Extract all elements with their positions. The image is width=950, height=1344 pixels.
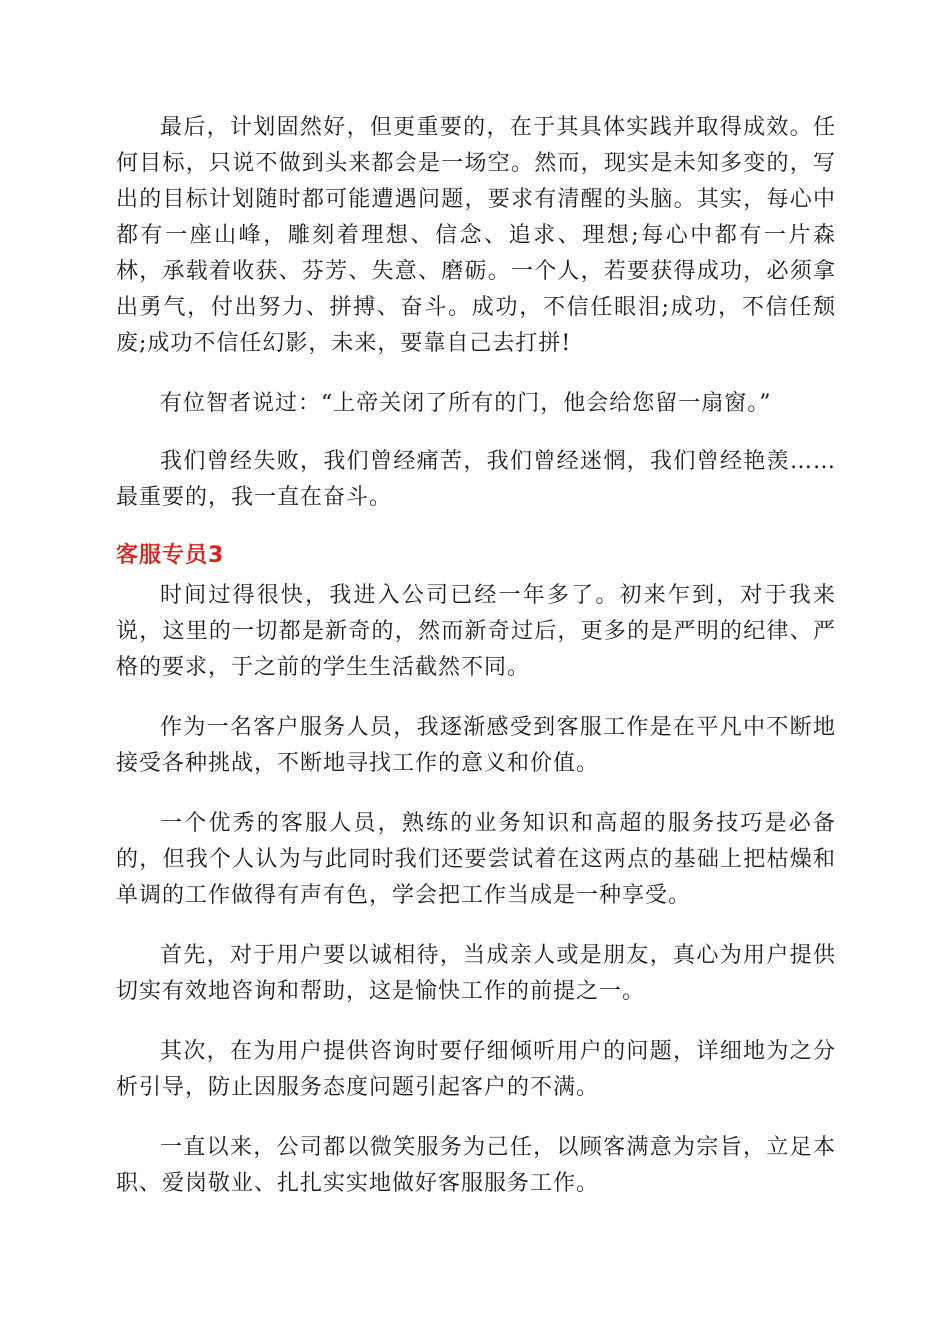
paragraph-first-sincerity: 首先，对于用户要以诚相待，当成亲人或是朋友，真心为用户提供切实有效地咨询和帮助，这是愉快工作的前提之一。 — [116, 943, 836, 1004]
paragraph-excellent-staff: 一个优秀的客服人员，熟练的业务知识和高超的服务技巧是必备的，但我个人认为与此同时我们还要尝试着在这两点的基础上把枯燥和单调的工作做得有声有色，学会把工作当成是一种享受。 — [116, 811, 836, 908]
document-page — [116, 110, 836, 1226]
paragraph-struggle: 我们曾经失败，我们曾经痛苦，我们曾经迷惘，我们曾经艳羡……最重要的，我一直在奋斗。 — [116, 449, 836, 510]
paragraph-second-listening: 其次，在为用户提供咨询时要仔细倾听用户的问题，详细地为之分析引导，防止因服务态度问题引起客户的不满。 — [116, 1039, 836, 1100]
paragraph-smile-service: 一直以来，公司都以微笑服务为己任，以顾客满意为宗旨，立足本职、爱岗敬业、扎扎实实地做好客服服务工作。 — [116, 1135, 836, 1196]
paragraph-service-role: 作为一名客户服务人员，我逐渐感受到客服工作是在平凡中不断地接受各种挑战，不断地寻找工作的意义和价值。 — [116, 715, 836, 776]
section-heading: 客服专员3 — [116, 543, 225, 568]
paragraph-plan-conclusion: 最后，计划固然好，但更重要的，在于其具体实践并取得成效。任何目标，只说不做到头来都会是一场空。然而，现实是未知多变的，写出的目标计划随时都可能遭遇问题，要求有清醒的头脑。其实，每心中都有一座山峰，雕刻着理想、信念、追求、理想;每心中都有一片森林，承载着收获、芬芳、失意、磨砺。一个人，若要获得成功，必须拿出勇气，付出努力、拼搏、奋斗。成功，不信任眼泪;成功，不信任颓废;成功不信任幻影，未来，要靠自己去打拼! — [116, 115, 836, 356]
paragraph-wise-quote: 有位智者说过：“上帝关闭了所有的门，他会给您留一扇窗。” — [160, 391, 772, 416]
paragraph-time-flies: 时间过得很快，我进入公司已经一年多了。初来乍到，对于我来说，这里的一切都是新奇的，然而新奇过后，更多的是严明的纪律、严格的要求，于之前的学生生活截然不同。 — [116, 583, 836, 680]
